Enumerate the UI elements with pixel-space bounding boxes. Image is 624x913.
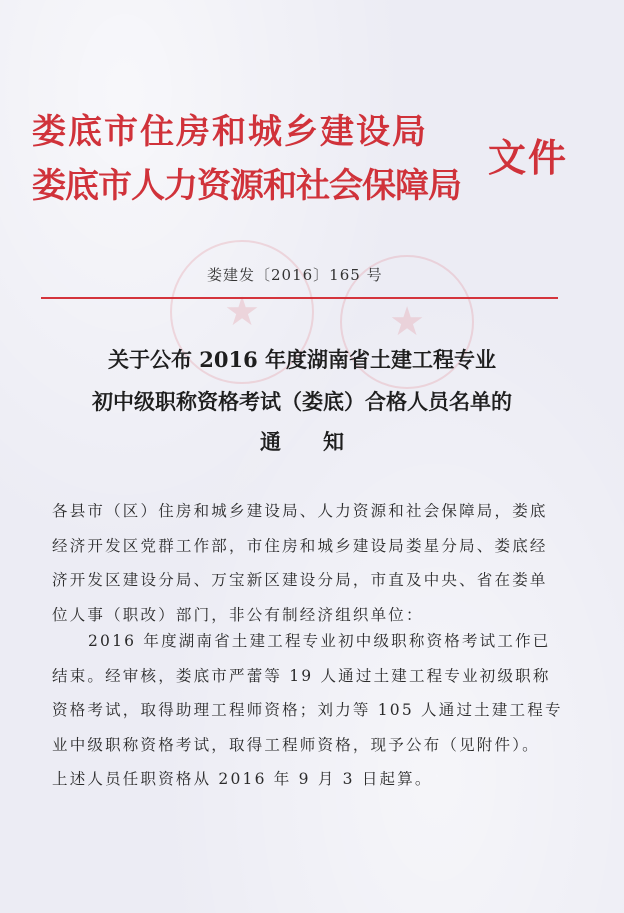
issuer-name-hr-bureau: 娄底市人力资源和社会保障局: [32, 166, 461, 206]
paragraph-line: 业中级职称资格考试，取得工程师资格，现予公布（见附件）。: [52, 735, 540, 754]
addressee-line: 各县市（区）住房和城乡建设局、人力资源和社会保障局，娄底: [52, 502, 548, 520]
paragraph-line: 资格考试，取得助理工程师资格；刘力等 105 人通过土建工程专: [52, 701, 563, 719]
star-icon: ★: [224, 289, 260, 334]
main-paragraph: [52, 624, 572, 797]
addressee-block: [52, 494, 572, 632]
notice-title-line-1: 关于公布 2016 年度湖南省土建工程专业: [107, 347, 497, 372]
paragraph-line: 上述人员任职资格从 2016 年 9 月 3 日起算。: [52, 770, 433, 788]
addressee-line: 济开发区建设分局、万宝新区建设分局，市直及中央、省在娄单: [52, 571, 548, 589]
paragraph-line: 结束。经审核，娄底市严蕾等 19 人通过土建工程专业初级职称: [52, 666, 551, 685]
addressee-line: 经济开发区党群工作部，市住房和城乡建设局娄星分局、娄底经: [52, 536, 548, 555]
document-number: 娄建发〔2016〕165 号: [207, 266, 383, 284]
addressee-line: 位人事（职改）部门，非公有制经济组织单位：: [52, 605, 424, 624]
red-divider-line: [41, 297, 558, 299]
issuer-name-housing-bureau: 娄底市住房和城乡建设局: [32, 112, 428, 152]
paragraph-line: 2016 年度湖南省土建工程专业初中级职称资格考试工作已: [88, 632, 551, 650]
notice-char-2: 知: [323, 429, 344, 454]
notice-title-line-3: [0, 428, 614, 456]
notice-char-1: 通: [260, 429, 281, 454]
notice-title-line-2: 初中级职称资格考试（娄底）合格人员名单的: [92, 389, 512, 414]
document-type-label: 文件: [488, 135, 569, 180]
star-icon: ★: [389, 299, 425, 344]
